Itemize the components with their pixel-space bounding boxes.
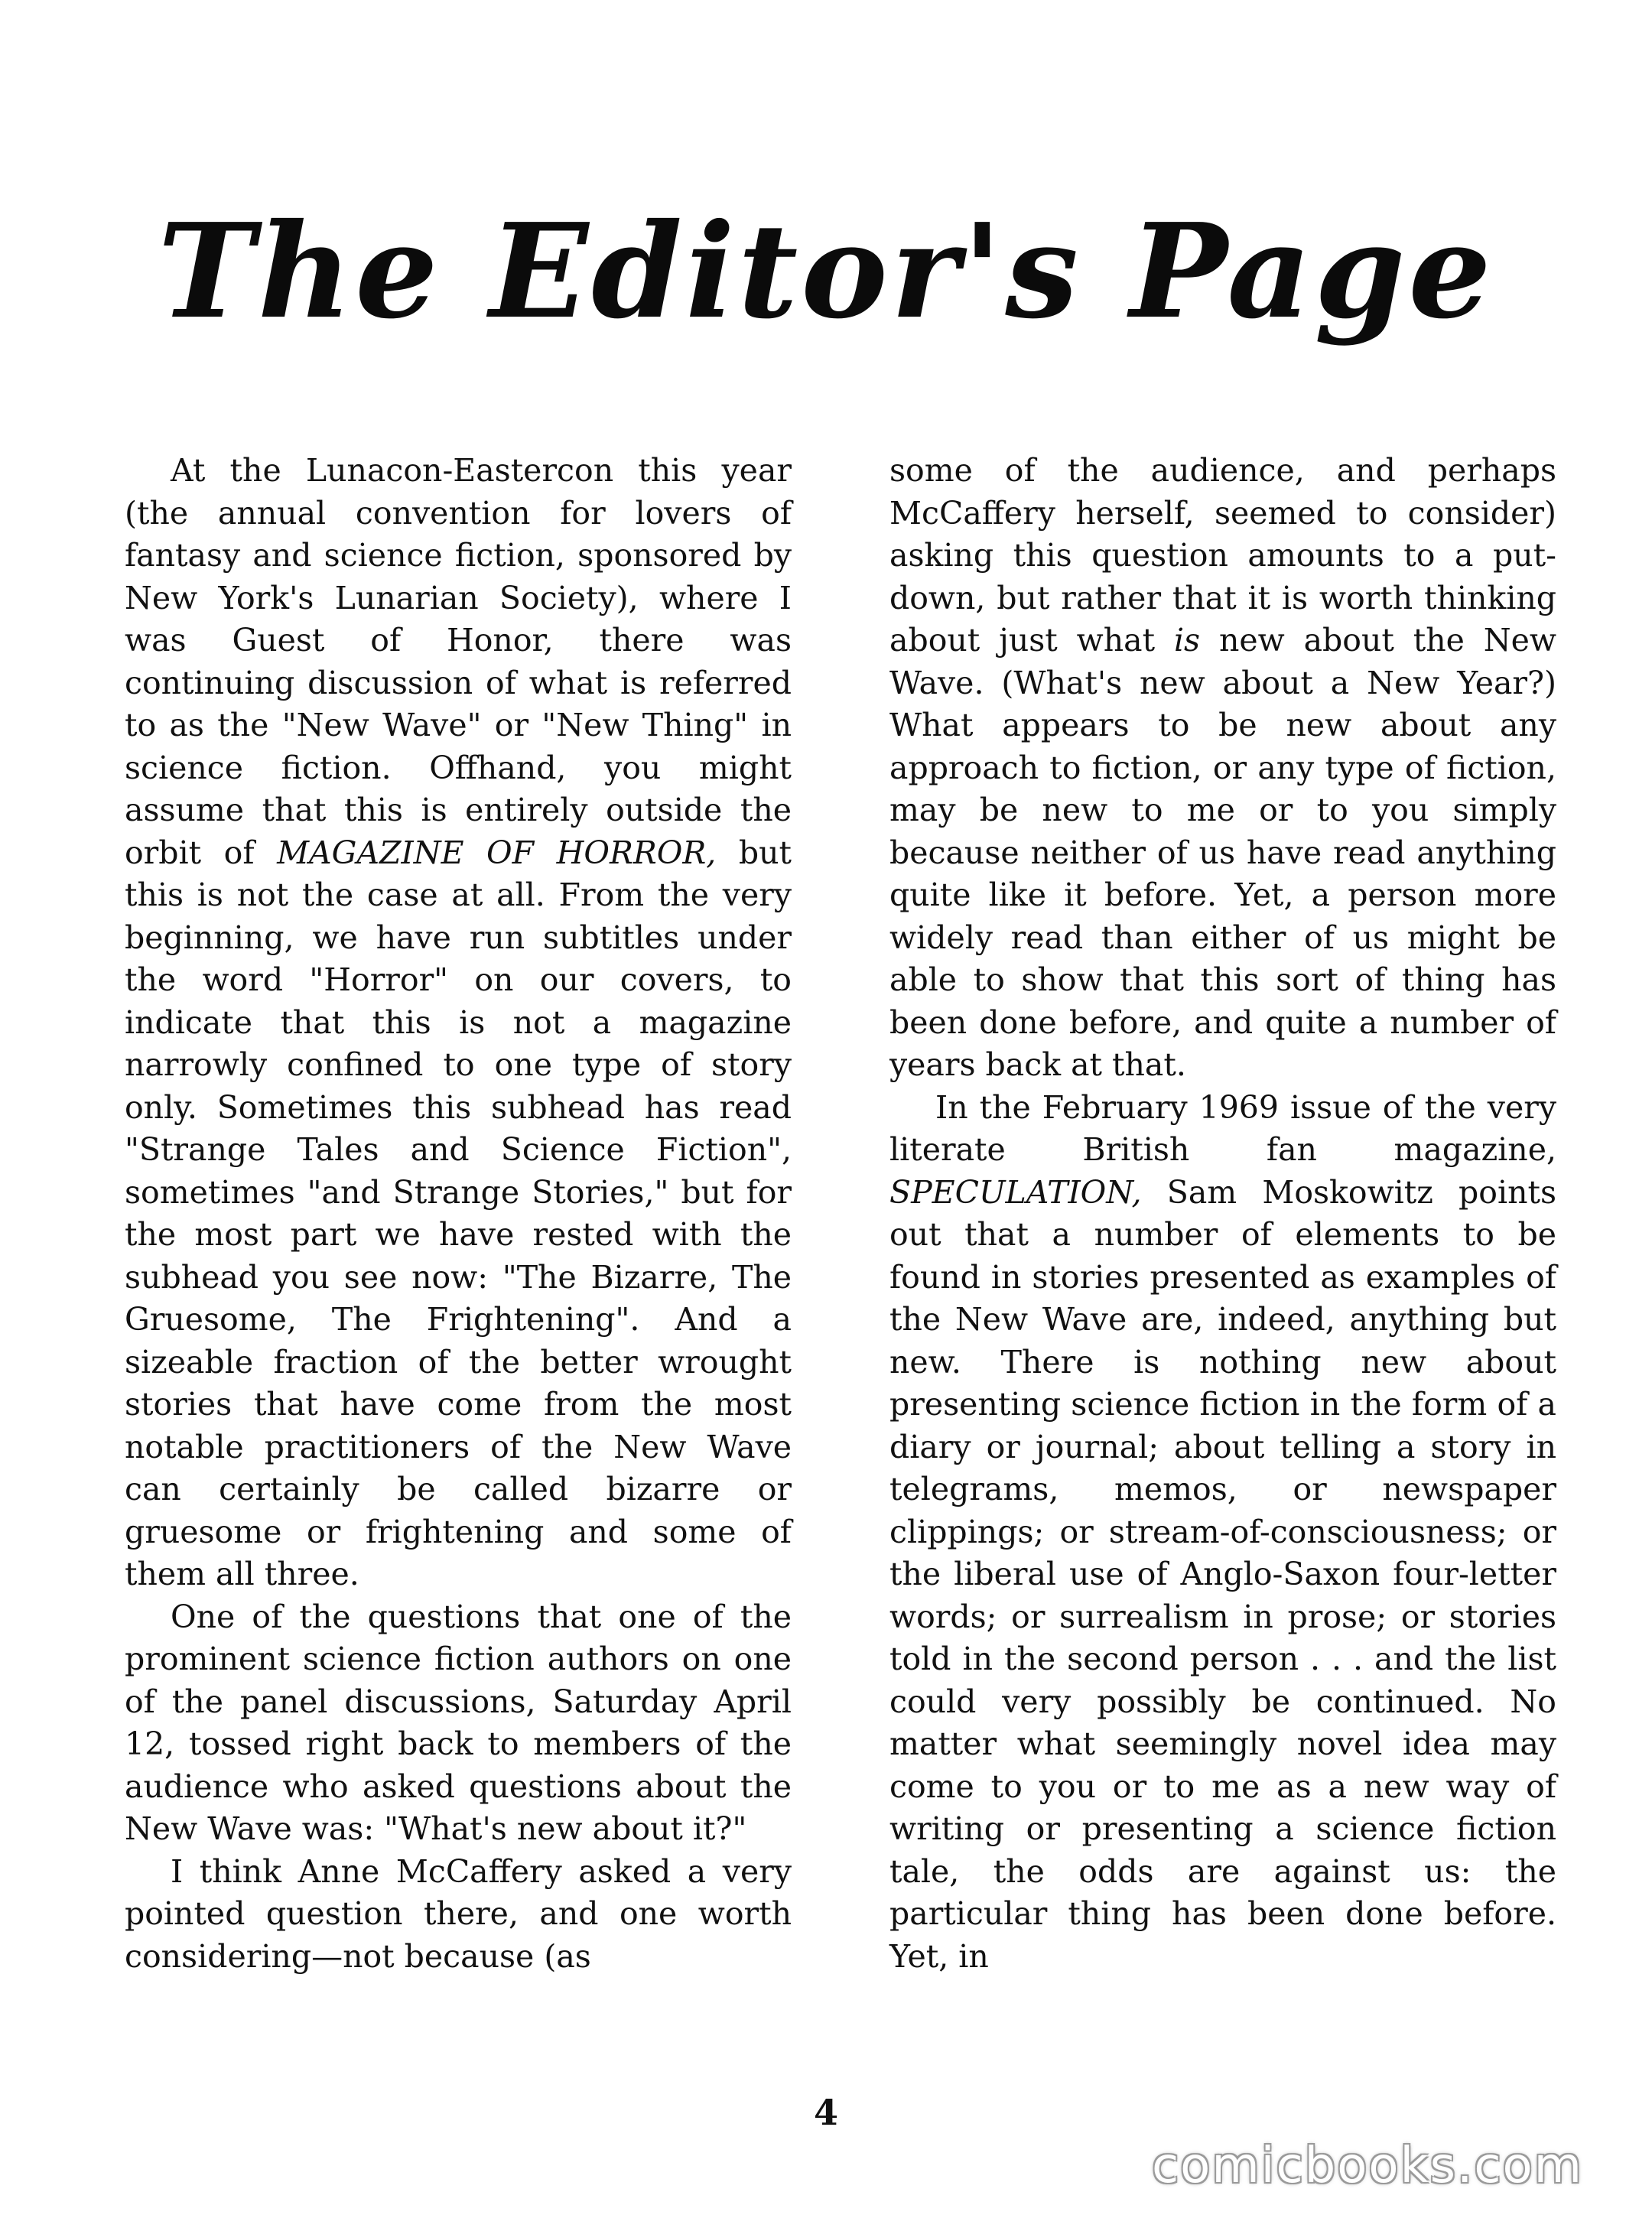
paragraph-text: but this is not the case at all. From the very beginning, we have run subtitles under the word "Horror" on our covers, to indicate that this is not a magazine narrowly confined to one type of story only. Sometimes this subhead has read "Strange Tales and Science Fiction", sometimes "and Strange Stories," but for the most part we have rested with the subhead you see now: "The Bizarre, The Gruesome, The Frightening". And a sizeable fraction of the better wrought stories that have come from the most notable practitioners of the New Wave can certainly be called bizarre or gruesome or frightening and some of them all three. — [125, 834, 792, 1592]
magazine-title: SPECULATION, — [889, 1173, 1142, 1211]
paragraph: One of the questions that one of the prominent science fiction authors on one of the panel discussions, Saturday April 12, tossed right back to members of the audience who asked questions about the New Wave was: "What's new about it?" — [125, 1598, 792, 1847]
paragraph: I think Anne McCaffery asked a very pointed question there, and one worth considering—not because (as — [125, 1852, 792, 1975]
paragraph-text: At the Lunacon-Eastercon this year (the annual convention for lovers of fantasy and science fiction, sponsored by New York's Lunarian Society), where I was Guest of Honor, there was continuing discussion of what is referred to as the "New Wave" or "New Thing" in science fiction. Offhand, you might assume that this is entirely outside the orbit of — [125, 452, 792, 871]
page-number: 4 — [813, 2092, 838, 2133]
right-column — [889, 450, 1556, 1978]
paragraph — [889, 1087, 1556, 1979]
watermark: comicbooks.com — [1151, 2138, 1583, 2194]
paragraph-text: Sam Moskowitz points out that a number of elements to be found in stories presented as examples of the New Wave are, indeed, anything but new. There is nothing new about presenting science fiction in the form of a diary or journal; about telling a story in telegrams, memos, or newspaper clippings; or stream-of-consciousness; or the liberal use of Anglo-Saxon four-letter words; or surrealism in prose; or stories told in the second person . . . and the list could very possibly be continued. No matter what seemingly novel idea may come to you or to me as a new way of writing or presenting a science fiction tale, the odds are against us: the particular thing has been done before. Yet, in — [889, 1173, 1556, 1975]
paragraph — [125, 450, 792, 1596]
paragraph-text: new about the New Wave. (What's new about a New Year?) What appears to be new about any approach to fiction, or any type of fiction, may be new to me or to you simply because neither of us have read anything quite like it before. Yet, a person more widely read than either of us might be able to show that this sort of thing has been done before, and quite a number of years back at that. — [889, 622, 1556, 1083]
paragraph — [889, 450, 1556, 1087]
paragraph-text: In the February 1969 issue of the very literate British fan magazine, — [889, 1088, 1556, 1168]
left-column — [125, 450, 792, 1978]
page-title: The Editor's Page — [158, 195, 1494, 348]
paragraph-text: some of the audience, and perhaps McCaffery herself, seemed to consider) asking this question amounts to a put-down, but rather that it is worth thinking about just what — [889, 452, 1556, 659]
emphasis-text: is — [1173, 622, 1201, 659]
magazine-title: MAGAZINE OF HORROR, — [277, 834, 717, 871]
